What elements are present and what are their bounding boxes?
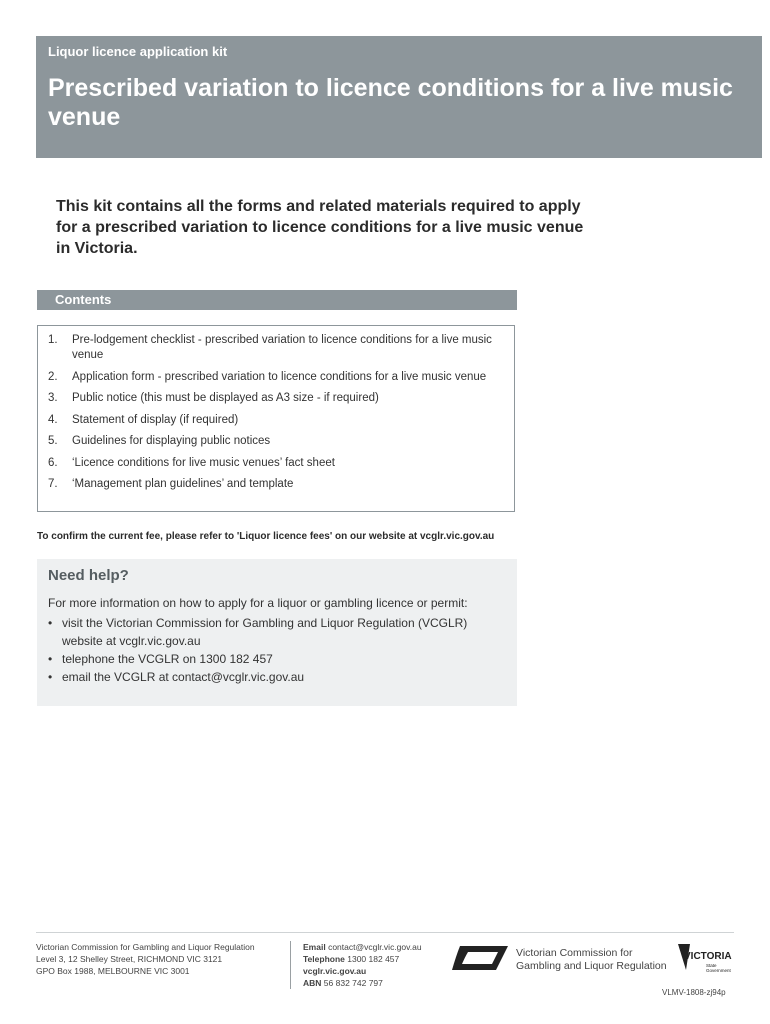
footer-abn-row — [303, 977, 422, 989]
contents-heading: Contents — [55, 292, 112, 307]
contents-item — [48, 477, 504, 492]
contents-item — [48, 413, 504, 428]
footer-website-row — [303, 965, 422, 977]
victoria-state-government-logo — [676, 942, 736, 981]
telephone-label: Telephone — [303, 954, 345, 964]
help-heading: Need help? — [48, 567, 129, 584]
item-text: Guidelines for displaying public notices — [72, 435, 271, 447]
logo-line1: Victorian Commission for — [516, 947, 633, 959]
item-number: 5. — [48, 435, 58, 447]
footer-divider — [36, 932, 734, 933]
help-item-text: telephone the VCGLR on 1300 182 457 — [62, 652, 273, 666]
footer-address — [36, 941, 255, 977]
item-number: 1. — [48, 334, 58, 346]
page-title: Prescribed variation to licence conditions for a live music venue — [48, 74, 733, 131]
help-item-text: visit the Victorian Commission for Gambling and Liquor Regulation (VCGLR) website at vcglr.vic.gov.au — [62, 616, 468, 648]
contents-list-box — [37, 325, 515, 512]
help-item — [48, 614, 498, 650]
intro-text: This kit contains all the forms and related materials required to apply for a prescribed variation to licence conditions for a live music venue in Victoria. — [56, 198, 584, 257]
kit-label: Liquor licence application kit — [48, 44, 228, 59]
contents-item — [48, 333, 504, 363]
logo-line2: Gambling and Liquor Regulation — [516, 960, 667, 972]
item-text: Statement of display (if required) — [72, 413, 239, 426]
help-item — [48, 650, 498, 668]
reference-code: VLMV-1808-zj94p — [662, 988, 726, 997]
item-text: ‘Licence conditions for live music venues’ fact sheet — [72, 456, 335, 469]
footer-separator — [290, 941, 291, 989]
item-number: 6. — [48, 456, 58, 469]
contents-item — [48, 456, 504, 471]
vic-logo-text: VICTORIA — [684, 951, 732, 962]
footer-email: contact@vcglr.vic.gov.au — [328, 942, 422, 952]
help-panel — [37, 559, 517, 706]
footer-address-line1: Level 3, 12 Shelley Street, RICHMOND VIC 3121 — [36, 954, 223, 964]
item-text: Public notice (this must be displayed as A3 size - if required) — [72, 392, 379, 404]
bullet-icon: • — [48, 616, 53, 630]
item-number: 3. — [48, 392, 58, 404]
contents-list — [38, 326, 514, 492]
footer-email-row — [303, 941, 422, 953]
contents-item — [48, 434, 504, 449]
contents-heading-bar — [37, 290, 517, 310]
contents-item — [48, 370, 504, 385]
item-number: 4. — [48, 413, 58, 426]
help-item — [48, 668, 498, 686]
footer-org: Victorian Commission for Gambling and Liquor Regulation — [36, 942, 255, 952]
email-label: Email — [303, 942, 326, 952]
header-banner — [36, 36, 762, 158]
bullet-icon: • — [48, 670, 53, 684]
vic-logo-sub1: State — [706, 963, 717, 968]
item-number: 2. — [48, 370, 58, 383]
abn-label: ABN — [303, 978, 322, 988]
item-text: Pre-lodgement checklist - prescribed variation to licence conditions for a live music venue — [72, 334, 492, 361]
item-text: ‘Management plan guidelines’ and template — [72, 478, 294, 490]
footer-telephone: 1300 182 457 — [347, 954, 400, 964]
help-item-text: email the VCGLR at contact@vcglr.vic.gov.au — [62, 670, 305, 684]
bullet-icon: • — [48, 652, 53, 666]
item-number: 7. — [48, 478, 58, 490]
footer-contact — [303, 941, 422, 989]
vic-logo-sub2: Government — [706, 968, 731, 973]
item-text: Application form - prescribed variation to licence conditions for a live music venue — [72, 370, 487, 383]
footer-address-line2: GPO Box 1988, MELBOURNE VIC 3001 — [36, 966, 190, 976]
help-lead: For more information on how to apply for a liquor or gambling licence or permit: — [48, 596, 468, 610]
footer-telephone-row — [303, 953, 422, 965]
vcglr-logo-text — [516, 947, 667, 973]
vcglr-logo-icon — [450, 944, 510, 977]
contents-item — [48, 391, 504, 406]
footer-website: vcglr.vic.gov.au — [303, 966, 367, 976]
help-list — [48, 614, 498, 686]
footer-abn: 56 832 742 797 — [323, 978, 383, 988]
fee-note: To confirm the current fee, please refer to 'Liquor licence fees' on our website at vcglr.vic.gov.au — [37, 531, 495, 542]
